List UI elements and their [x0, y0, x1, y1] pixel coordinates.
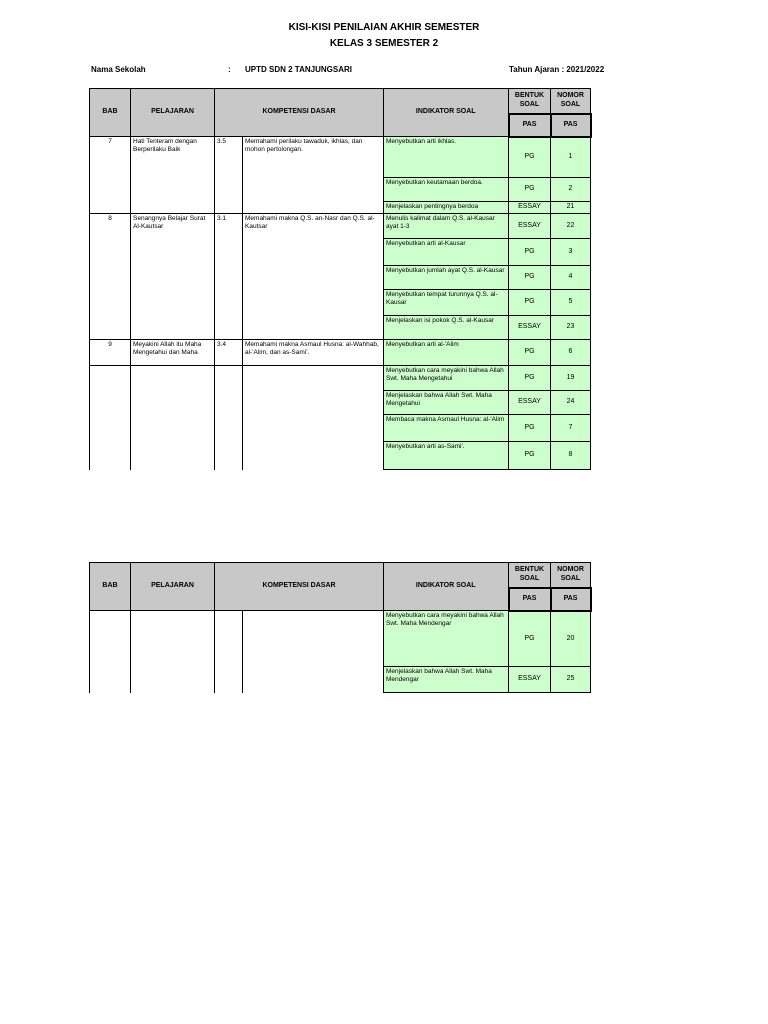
indicator-text: Menjelaskan bahwa Allah Swt. Maha Mendengar [384, 667, 509, 693]
question-number: 1 [551, 137, 591, 178]
question-type: ESSAY [509, 316, 551, 340]
indicator-text-content: Menyebutkan cara meyakini bahwa Allah Swt. Maha Mengetahui [386, 367, 504, 382]
indicator-text: Menyebutkan cara meyakini bahwa Allah Swt. Maha Mendengar [384, 611, 509, 667]
meta-colon: : [228, 65, 231, 74]
lesson-title: Senangnya Belajar Surat Al-Kautsar [131, 214, 215, 340]
kd-text: Memahami perilaku tawaduk, ikhlas, dan mohon pertolongan. [243, 137, 384, 214]
empty-cell [90, 366, 131, 470]
empty-cell [90, 611, 131, 693]
lesson-title-text: Meyakini Allah itu Maha Mengetahui dan Maha [133, 341, 202, 356]
indicator-text: Menyebutkan arti al-Kausar [384, 239, 509, 266]
empty-cell [131, 366, 215, 470]
question-number: 20 [551, 611, 591, 667]
question-type: PG [509, 415, 551, 442]
question-number: 21 [551, 202, 591, 214]
indicator-text: Menjelaskan pentingnya berdoa [384, 202, 509, 214]
bab-number: 9 [90, 340, 131, 366]
kd-text: Memahami makna Q.S. an-Nasr dan Q.S. al-Kautsar [243, 214, 384, 340]
question-type: ESSAY [509, 391, 551, 415]
question-number: 25 [551, 667, 591, 693]
lesson-title: Hati Tenteram dengan Berperilaku Baik [131, 137, 215, 214]
indicator-text [384, 366, 509, 391]
question-type: PG [509, 442, 551, 470]
indicator-text: Menyebutkan tempat turunnya Q.S. al-Kausar [384, 290, 509, 316]
header-bab: BAB [90, 89, 131, 137]
indicator-text: Menyebutkan keutamaan berdoa. [384, 178, 509, 202]
kd-number: 3.4 [215, 340, 243, 366]
indicator-text: Menyebutkan arti as-Sami'. [384, 442, 509, 470]
question-type: PG [509, 290, 551, 316]
question-type: ESSAY [509, 202, 551, 214]
question-number: 6 [551, 340, 591, 366]
table-row [90, 214, 591, 239]
header-pelajaran: PELAJARAN [131, 89, 215, 137]
school-year: Tahun Ajaran : 2021/2022 [509, 65, 605, 74]
question-type: PG [509, 611, 551, 667]
lesson-title [131, 340, 215, 366]
indicator-text: Menjelaskan bahwa Allah Swt. Maha Mengetahui [384, 391, 509, 415]
header-nomor: NOMOR SOAL [551, 89, 591, 114]
question-number: 2 [551, 178, 591, 202]
question-type: PG [509, 178, 551, 202]
question-type: PG [509, 266, 551, 290]
header-indikator: INDIKATOR SOAL [384, 89, 509, 137]
header-kompetensi: KOMPETENSI DASAR [215, 563, 384, 611]
question-type: PG [509, 239, 551, 266]
grid-table-2 [89, 562, 592, 693]
indicator-text: Menyebutkan arti al-'Alim [384, 340, 509, 366]
school-label: Nama Sekolah [91, 65, 146, 74]
question-type: ESSAY [509, 667, 551, 693]
question-number: 7 [551, 415, 591, 442]
empty-cell [215, 611, 243, 693]
table-row [90, 137, 591, 178]
question-number: 23 [551, 316, 591, 340]
kd-number: 3.5 [215, 137, 243, 214]
header-indikator: INDIKATOR SOAL [384, 563, 509, 611]
question-number: 19 [551, 366, 591, 391]
question-type: PG [509, 137, 551, 178]
kd-text: Memahami makna Asmaul Husna: al-Wahhab, al-'Alim, dan as-Sami'. [243, 340, 384, 366]
question-number: 3 [551, 239, 591, 266]
grid-table-1 [89, 88, 592, 470]
header-pas-nomor: PAS [551, 114, 591, 137]
question-number: 4 [551, 266, 591, 290]
document-title: KISI-KISI PENILAIAN AKHIR SEMESTER [288, 22, 480, 33]
table-row [90, 366, 591, 391]
header-pas-nomor: PAS [551, 588, 591, 611]
bab-number: 7 [90, 137, 131, 214]
indicator-text: Menyebutkan jumlah ayat Q.S. al-Kausar [384, 266, 509, 290]
kd-number: 3.1 [215, 214, 243, 340]
empty-cell [243, 366, 384, 470]
header-bab: BAB [90, 563, 131, 611]
header-pas-bentuk: PAS [509, 588, 551, 611]
question-number: 8 [551, 442, 591, 470]
header-kompetensi: KOMPETENSI DASAR [215, 89, 384, 137]
empty-cell [243, 611, 384, 693]
question-type: PG [509, 340, 551, 366]
table-row [90, 340, 591, 366]
indicator-text: Membaca makna Asmaul Husna: al-'Alim [384, 415, 509, 442]
header-bentuk: BENTUK SOAL [509, 563, 551, 588]
question-number: 5 [551, 290, 591, 316]
table-row [90, 611, 591, 667]
question-type: ESSAY [509, 214, 551, 239]
header-pelajaran: PELAJARAN [131, 563, 215, 611]
question-type: PG [509, 366, 551, 391]
bab-number: 8 [90, 214, 131, 340]
header-nomor: NOMOR SOAL [551, 563, 591, 588]
question-number: 24 [551, 391, 591, 415]
indicator-text: Menulis kalimat dalam Q.S. al-Kausar ayat 1-3 [384, 214, 509, 239]
school-name: UPTD SDN 2 TANJUNGSARI [245, 65, 352, 74]
document-subtitle: KELAS 3 SEMESTER 2 [329, 38, 439, 49]
header-pas-bentuk: PAS [509, 114, 551, 137]
header-bentuk: BENTUK SOAL [509, 89, 551, 114]
empty-cell [131, 611, 215, 693]
question-number: 22 [551, 214, 591, 239]
indicator-text: Menjelaskan isi pokok Q.S. al-Kausar [384, 316, 509, 340]
empty-cell [215, 366, 243, 470]
indicator-text: Menyebutkan arti ikhlas. [384, 137, 509, 178]
